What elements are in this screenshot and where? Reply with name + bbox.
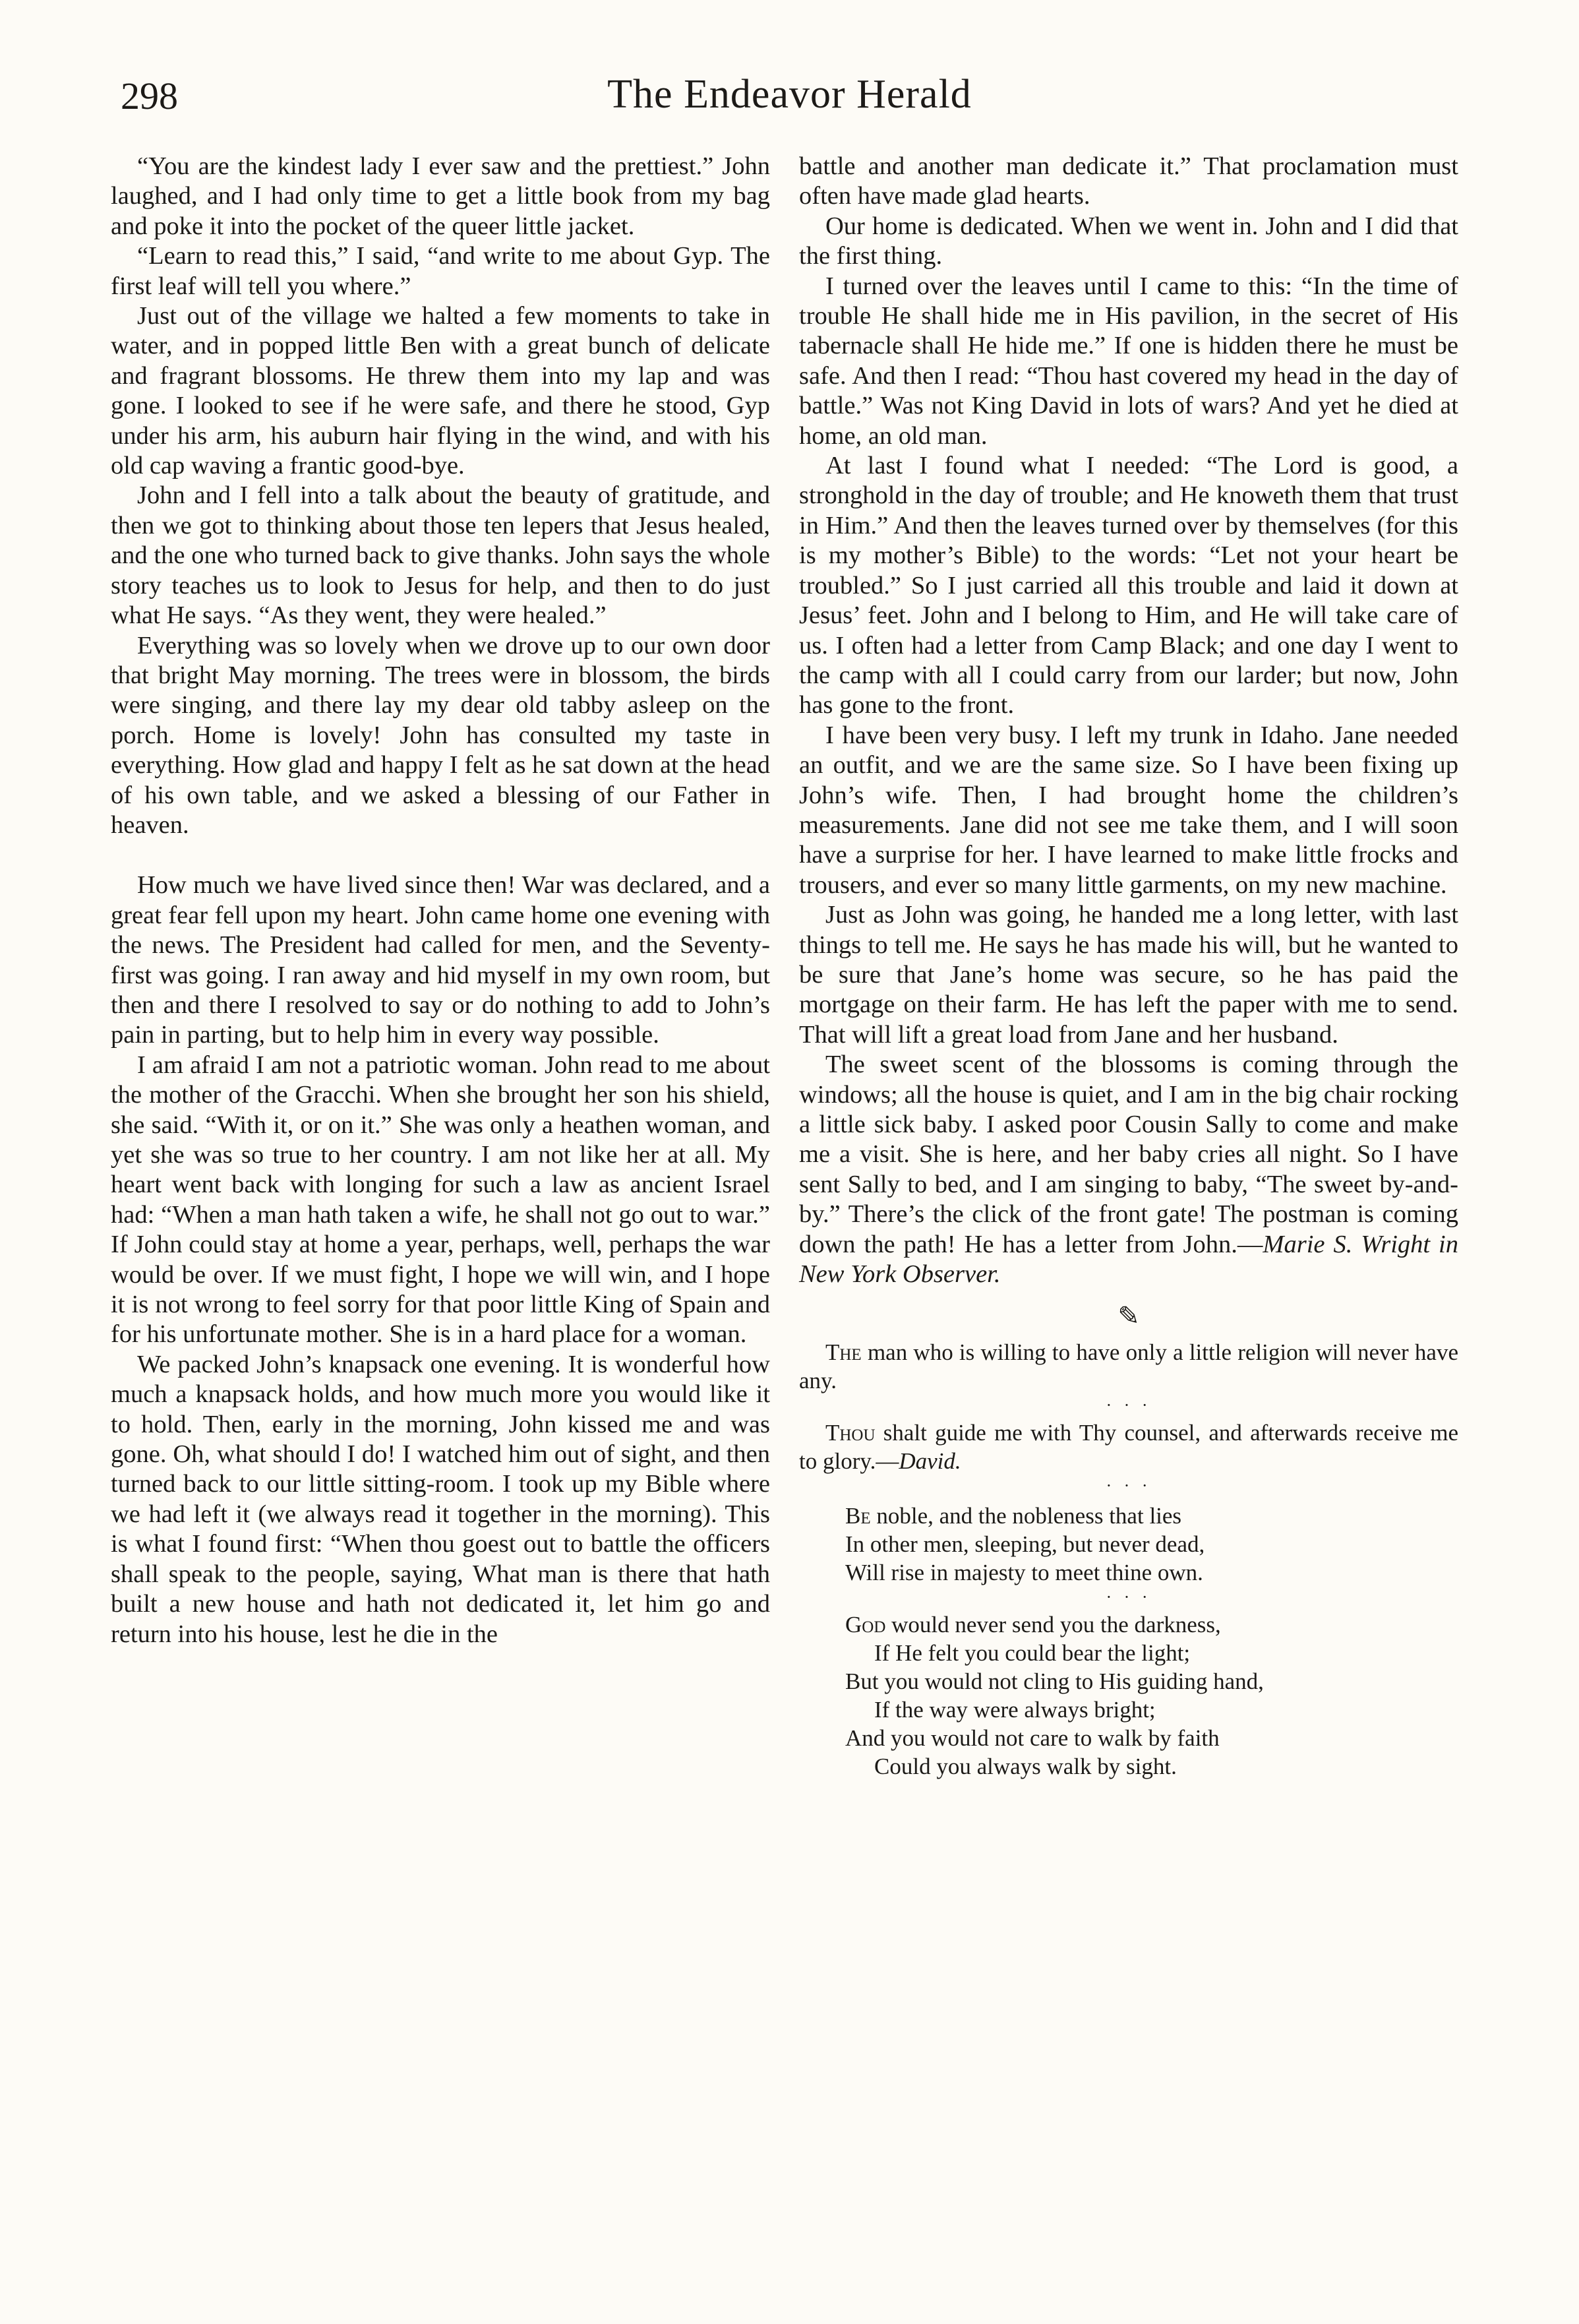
ornament-icon: ✎ bbox=[1117, 1301, 1140, 1331]
right-column bbox=[799, 152, 1458, 1781]
poem-line: Will rise in majesty to meet thine own. bbox=[845, 1559, 1203, 1585]
filler-item bbox=[799, 1419, 1458, 1475]
paragraph: Everything was so lovely when we drove up to our own door that bright May morning. The trees were in blossom, the birds were singing, and there lay my dear old tabby asleep on the porch. Home is lovely! John has consulted my taste in everything. How glad and happy I felt as he sat down at the head of his own table, and we asked a blessing of our Father in heaven. bbox=[111, 631, 770, 839]
poem-line: But you would not cling to His guiding hand, bbox=[845, 1668, 1264, 1694]
paragraph: battle and another man dedicate it.” That proclamation must often have made glad hearts. bbox=[799, 152, 1458, 210]
poem-line: And you would not care to walk by faith bbox=[845, 1725, 1220, 1751]
lead-word: Thou bbox=[825, 1419, 876, 1446]
paragraph: I have been very busy. I left my trunk in Idaho. Jane needed an outfit, and we are the same size. So I have been fixing up John’s wife. Then, I had brought home the children’s measurements. Jane did not see me take them, and I will soon have a surprise for her. I have learned to make little frocks and trousers, and ever so many little garments, on my new machine. bbox=[799, 721, 1458, 899]
poem-line bbox=[845, 1610, 1458, 1639]
poem-line: If the way were always bright; bbox=[874, 1696, 1156, 1723]
filler-text: shalt guide me with Thy counsel, and afterwards receive me to glory.— bbox=[799, 1419, 1458, 1474]
poem-line bbox=[845, 1502, 1458, 1530]
poem-line: If He felt you could bear the light; bbox=[874, 1639, 1191, 1666]
poem-line: Could you always walk by sight. bbox=[874, 1753, 1177, 1779]
separator-dots: · · · bbox=[1106, 1395, 1152, 1415]
paragraph: I turned over the leaves until I came to this: “In the time of trouble He shall hide me in His pavilion, in the secret of His tabernacle shall He hide me.” If one is hidden there he must be safe. And then I read: “Thou hast covered my head in the day of battle.” Was not King David in lots of wars? And yet he died at home, an old man. bbox=[799, 272, 1458, 450]
separator-dots: · · · bbox=[1106, 1475, 1152, 1495]
paragraph: Our home is dedicated. When we went in. John and I did that the first thing. bbox=[799, 212, 1458, 270]
poem-text: would never send you the darkness, bbox=[885, 1611, 1221, 1637]
paragraph: Just out of the village we halted a few moments to take in water, and in popped little Ben with a great bunch of delicate and fragrant blossoms. He threw them into my lap and was gone. I looked to see if he were safe, and there he stood, Gyp under his arm, his auburn hair flying in the wind, and with his old cap waving a frantic good-bye. bbox=[111, 302, 770, 480]
poem bbox=[845, 1502, 1458, 1587]
paragraph: John and I fell into a talk about the beauty of gratitude, and then we got to thinking about those ten lepers that Jesus healed, and the one who turned back to give thanks. John says the whole story teaches us to look to Jesus for help, and then to do just what He says. “As they went, they were healed.” bbox=[111, 481, 770, 630]
paragraph bbox=[799, 1050, 1458, 1289]
filler-text: man who is willing to have only a little religion will never have any. bbox=[799, 1339, 1458, 1393]
paragraph: “Learn to read this,” I said, “and write to me about Gyp. The first leaf will tell you where.” bbox=[111, 242, 770, 300]
lead-word: The bbox=[825, 1339, 862, 1365]
paragraph-text: The sweet scent of the blossoms is coming through the windows; all the house is quiet, and I am in the big chair rocking a little sick baby. I asked poor Cousin Sally to come and make me a visit. She is here, and her baby cries all night. So I have sent Sally to bed, and I am singing to baby, “The sweet by-and-by.” There’s the click of the front gate! The postman is coming down the path! He has a letter from John.— bbox=[799, 1051, 1458, 1258]
paragraph: We packed John’s knapsack one evening. It is wonderful how much a knapsack holds, and how much more you would like it to hold. Then, early in the morning, John kissed me and was gone. Oh, what should I do! I watched him out of sight, and then turned back to our little sitting-room. I took up my Bible where we had left it (we always read it together in the morning). This is what I found first: “When thou goest out to battle the officers shall speak to the people, saying, What man is there that hath built a new house and hath not dedicated it, let him go and return into his house, lest he die in the bbox=[111, 1350, 770, 1648]
attribution: David. bbox=[899, 1448, 961, 1474]
page-number: 298 bbox=[121, 75, 178, 117]
running-head: The Endeavor Herald bbox=[607, 72, 972, 117]
paragraph: At last I found what I needed: “The Lord is good, a stronghold in the day of trouble; and He knoweth them that trust in Him.” And then the leaves turned over by themselves (for this is my mother’s Bible) to the words: “Let not your heart be troubled.” So I just carried all this trouble and laid it down at Jesus’ feet. John and I belong to Him, and He will take care of us. I often had a letter from Camp Black; and one day I went to the camp with all I could carry from our larder; but now, John has gone to the front. bbox=[799, 452, 1458, 719]
poem-line: In other men, sleeping, but never dead, bbox=[845, 1531, 1205, 1557]
paragraph: How much we have lived since then! War was declared, and a great fear fell upon my heart. John came home one evening with the news. The President had called for men, and the Seventy-first was going. I ran away and hid myself in my own room, but then and there I resolved to say or do nothing to add to John’s pain in parting, but to help him in every way possible. bbox=[111, 871, 770, 1049]
filler-item bbox=[799, 1338, 1458, 1395]
paragraph: Just as John was going, he handed me a long letter, with last things to tell me. He says he has made his will, but he wanted to be sure that Jane’s home was secure, so he has paid the mortgage on their farm. He has left the paper with me to send. That will lift a great load from Jane and her husband. bbox=[799, 901, 1458, 1049]
left-column bbox=[111, 152, 770, 1649]
poem-text: noble, and the nobleness that lies bbox=[870, 1502, 1182, 1529]
paragraph: “You are the kindest lady I ever saw and the prettiest.” John laughed, and I had only time to get a little book from my bag and poke it into the pocket of the queer little jacket. bbox=[111, 152, 770, 240]
byline: Marie S. Wright in New York Observer. bbox=[799, 1230, 1458, 1289]
separator-dots: · · · bbox=[1106, 1587, 1152, 1606]
lead-word: God bbox=[845, 1611, 886, 1637]
paragraph: I am afraid I am not a patriotic woman. John read to me about the mother of the Gracchi. When she brought her son his shield, she said. “With it, or on it.” She was only a heathen woman, and yet she was so true to her country. I am not like her at all. My heart went back with longing for such a law as ancient Israel had: “When a man hath taken a wife, he shall not go out to war.” If John could stay at home a year, perhaps, well, perhaps the war would be over. If we must fight, I hope we will win, and I hope it is not wrong to feel sorry for that poor little King of Spain and for his unfortunate mother. She is in a hard place for a woman. bbox=[111, 1051, 770, 1349]
poem bbox=[845, 1610, 1458, 1781]
lead-word: Be bbox=[845, 1502, 871, 1529]
